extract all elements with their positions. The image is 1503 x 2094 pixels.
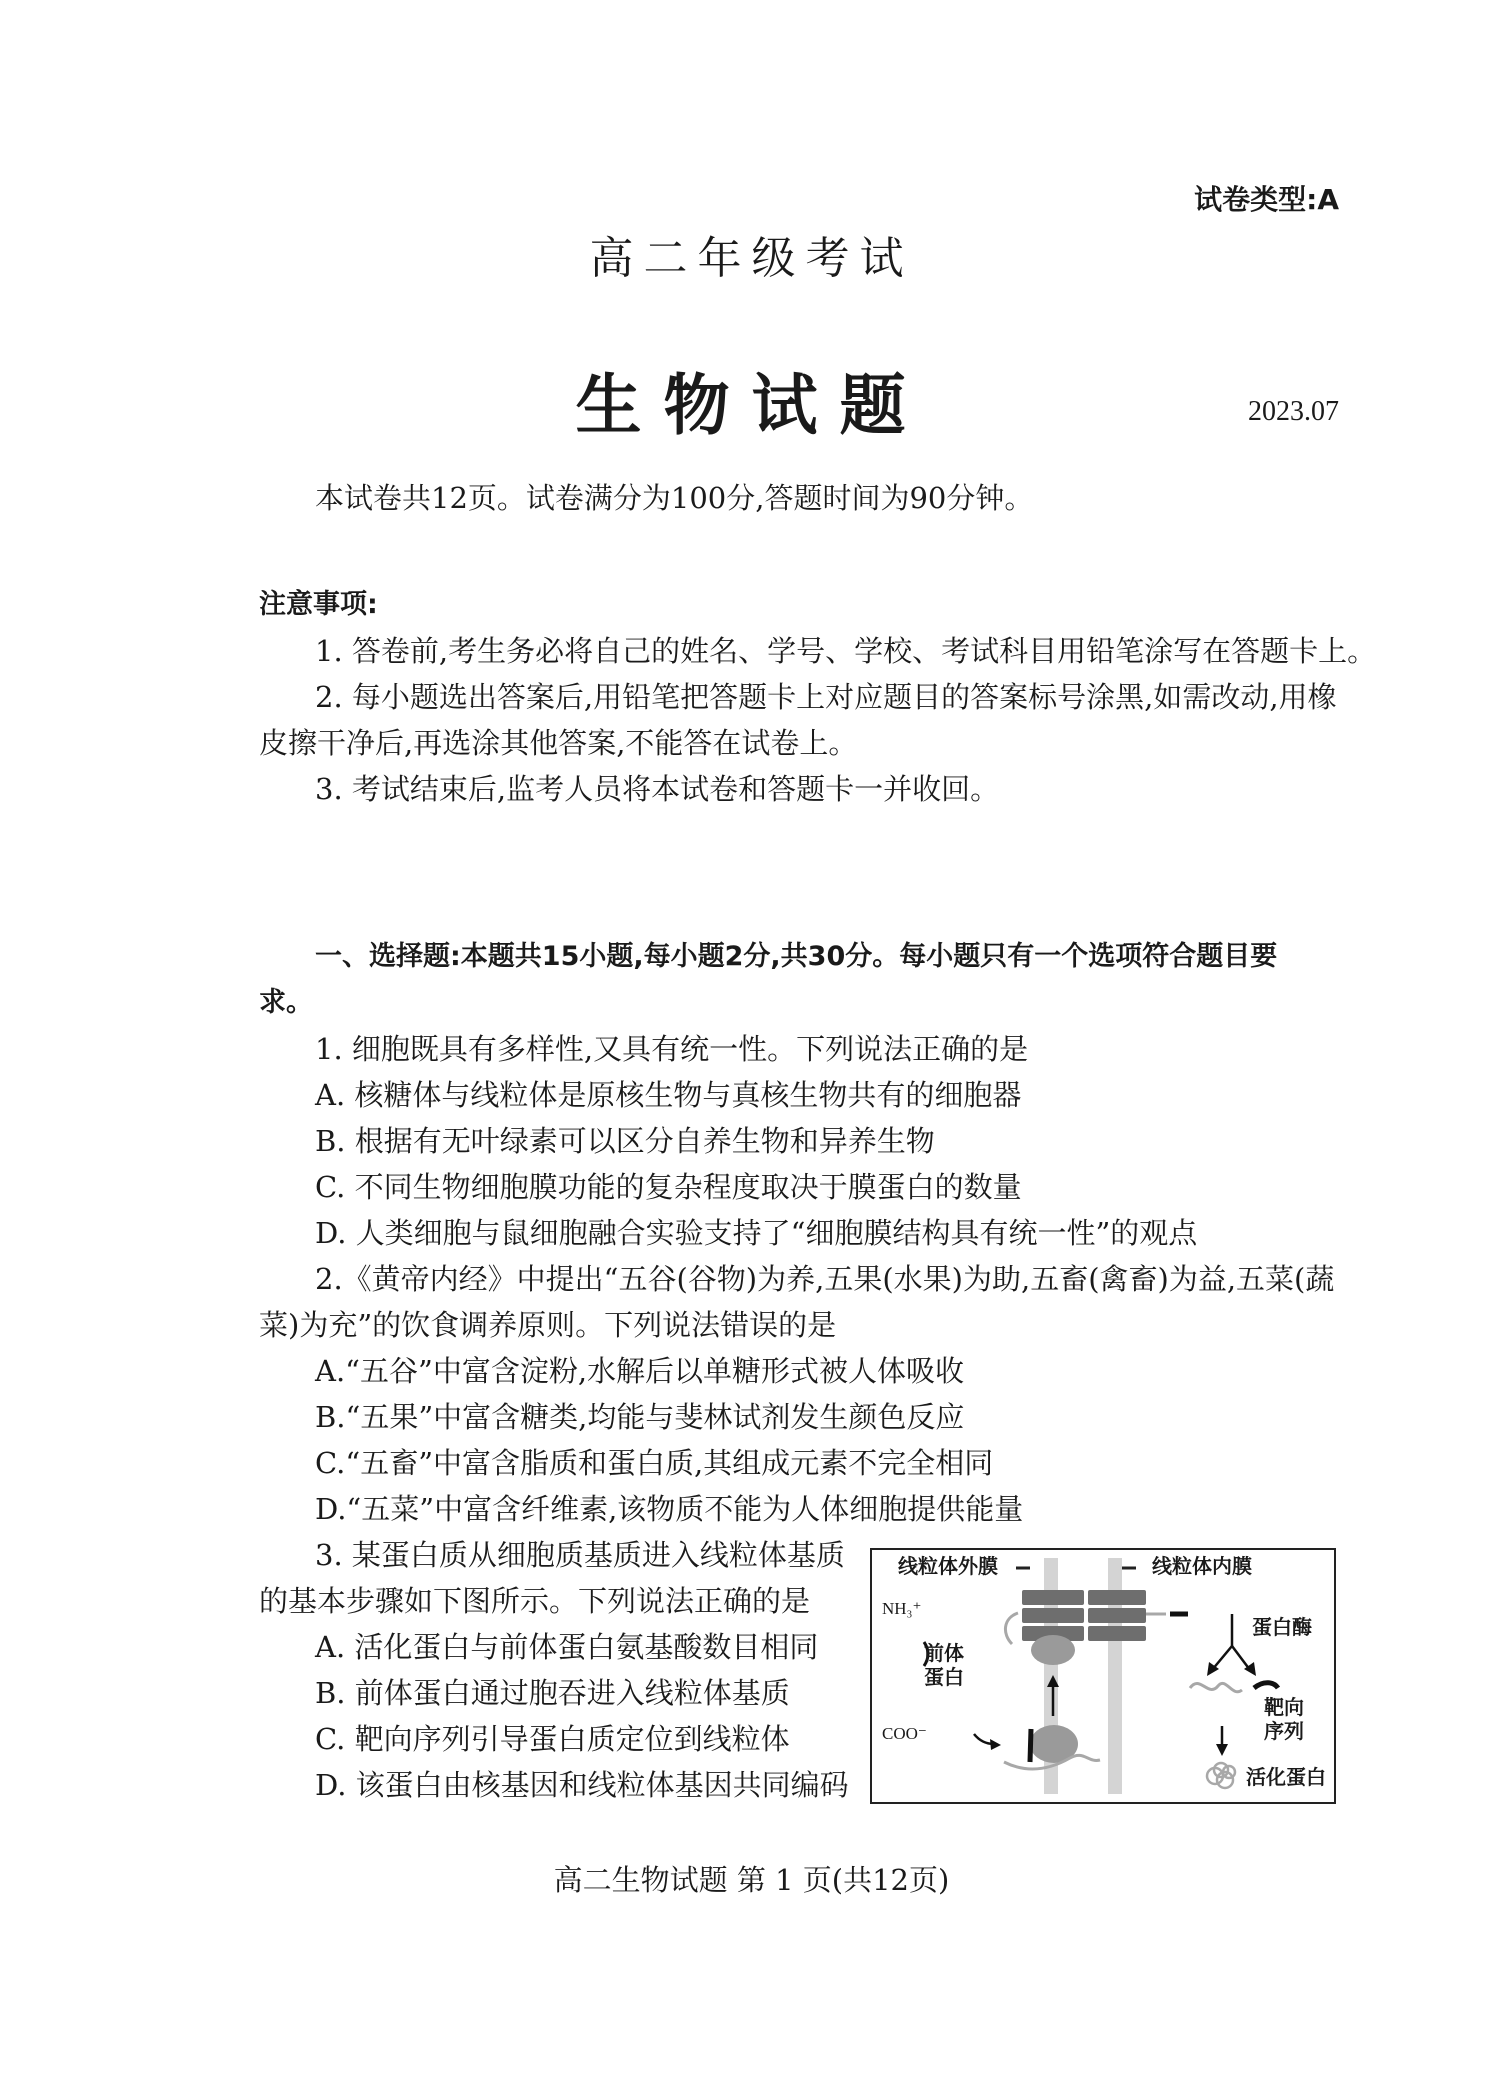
question-2-option-a: A.“五谷”中富含淀粉,水解后以单糖形式被人体吸收 — [315, 1354, 965, 1388]
section-heading-cont: 求。 — [259, 987, 313, 1018]
translocase-outer-top — [1022, 1590, 1084, 1605]
question-3-option-c: C. 靶向序列引导蛋白质定位到线粒体 — [315, 1722, 790, 1756]
page-footer: 高二生物试题 第 1 页(共12页) — [553, 1863, 950, 1897]
nh3-label: NH₃⁺ — [882, 1599, 922, 1618]
question-2-stem: 2.《黄帝内经》中提出“五谷(谷物)为养,五果(水果)为助,五畜(禽畜)为益,五菜(蔬 — [315, 1262, 1335, 1296]
exam-date: 2023.07 — [1248, 396, 1339, 427]
question-3-option-a: A. 活化蛋白与前体蛋白氨基酸数目相同 — [315, 1630, 819, 1664]
question-1-stem: 1. 细胞既具有多样性,又具有统一性。下列说法正确的是 — [315, 1032, 1029, 1066]
section-heading: 一、选择题:本题共15小题,每小题2分,共30分。每小题只有一个选项符合题目要 — [315, 941, 1278, 972]
question-2-option-d: D.“五菜”中富含纤维素,该物质不能为人体细胞提供能量 — [315, 1492, 1024, 1526]
notice-item-3: 3. 考试结束后,监考人员将本试卷和答题卡一并收回。 — [315, 772, 1000, 806]
notice-title: 注意事项: — [259, 589, 378, 620]
translocase-inner-mid — [1088, 1608, 1146, 1623]
notice-item-1: 1. 答卷前,考生务必将自己的姓名、学号、学校、考试科目用铅笔涂写在答题卡上。 — [315, 634, 1377, 668]
activated-protein-label: 活化蛋白 — [1246, 1765, 1326, 1789]
target-sequence-mark — [1030, 1729, 1031, 1762]
target-sequence-label-2: 序列 — [1264, 1719, 1304, 1743]
translocase-inner-top — [1088, 1590, 1146, 1605]
question-2-option-c: C.“五畜”中富含脂质和蛋白质,其组成元素不完全相同 — [315, 1446, 994, 1480]
question-1-option-a: A. 核糖体与线粒体是原核生物与真核生物共有的细胞器 — [315, 1078, 1022, 1112]
outer-membrane-label: 线粒体外膜 — [898, 1554, 998, 1578]
question-1-option-b: B. 根据有无叶绿素可以区分自养生物和异养生物 — [315, 1124, 935, 1158]
question-1-option-c: C. 不同生物细胞膜功能的复杂程度取决于膜蛋白的数量 — [315, 1170, 1022, 1204]
protease-label: 蛋白酶 — [1252, 1615, 1312, 1639]
translocase-outer-mid — [1022, 1608, 1084, 1623]
page-title: 生物试题 — [575, 366, 928, 444]
question-3-stem: 3. 某蛋白质从细胞质基质进入线粒体基质 — [315, 1538, 845, 1572]
paper-type: 试卷类型:A — [1194, 183, 1339, 216]
precursor-protein-in-channel — [1031, 1635, 1075, 1665]
target-sequence-label-1: 靶向 — [1264, 1695, 1304, 1719]
question-3-option-d: D. 该蛋白由核基因和线粒体基因共同编码 — [315, 1768, 849, 1802]
translocase-inner-bottom — [1088, 1626, 1146, 1641]
question-1-option-d: D. 人类细胞与鼠细胞融合实验支持了“细胞膜结构具有统一性”的观点 — [315, 1216, 1198, 1250]
notice-item-2-cont: 皮擦干净后,再选涂其他答案,不能答在试卷上。 — [259, 726, 858, 760]
mitochondria-import-diagram — [870, 1548, 1336, 1804]
question-2-option-b: B.“五果”中富含糖类,均能与斐林试剂发生颜色反应 — [315, 1400, 965, 1434]
question-2-stem-cont: 菜)为充”的饮食调养原则。下列说法错误的是 — [259, 1308, 837, 1342]
grade-title: 高二年级考试 — [589, 233, 914, 284]
notice-item-2: 2. 每小题选出答案后,用铅笔把答题卡上对应题目的答案标号涂黑,如需改动,用橡 — [315, 680, 1337, 714]
question-3-stem-cont: 的基本步骤如下图所示。下列说法正确的是 — [259, 1584, 811, 1618]
precursor-label-1: 前体 — [924, 1641, 964, 1665]
precursor-label-2: 蛋白 — [924, 1665, 964, 1689]
intro-text: 本试卷共12页。试卷满分为100分,答题时间为90分钟。 — [315, 481, 1034, 515]
inner-membrane-label: 线粒体内膜 — [1152, 1554, 1252, 1578]
question-3-option-b: B. 前体蛋白通过胞吞进入线粒体基质 — [315, 1676, 790, 1710]
coo-label: COO⁻ — [882, 1724, 927, 1743]
